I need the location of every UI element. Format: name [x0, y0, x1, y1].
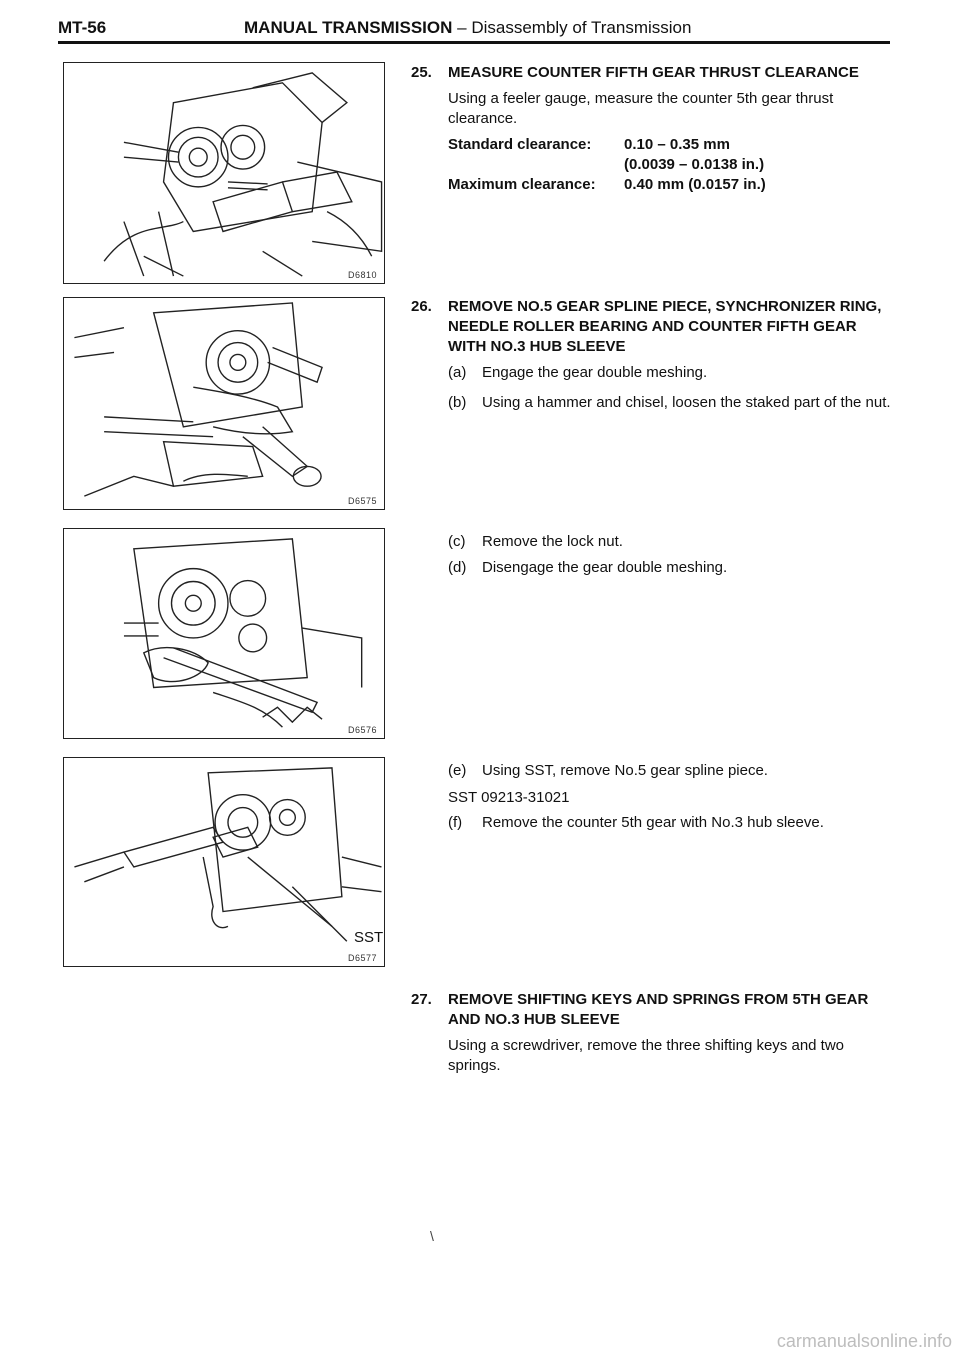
header-rule: [58, 41, 890, 44]
sst-number: SST 09213-31021: [448, 789, 570, 806]
figure-hammer-chisel: [63, 297, 385, 510]
substep-a: [448, 363, 898, 383]
step-heading: MEASURE COUNTER FIFTH GEAR THRUST CLEARANCE: [448, 64, 859, 81]
substep-tag: (c): [448, 533, 466, 550]
substep-tag: (a): [448, 364, 467, 381]
substep-tag: (e): [448, 762, 467, 779]
step-number: 25.: [411, 64, 432, 81]
spec-value: 0.10 – 0.35 mm: [624, 136, 730, 153]
figure-code: D6577: [347, 953, 377, 963]
step-number: 26.: [411, 298, 432, 315]
figure-code: D6576: [347, 725, 377, 735]
substep-e: [448, 761, 898, 781]
substep-text: Disengage the gear double meshing.: [482, 559, 728, 576]
step-heading: REMOVE NO.5 GEAR SPLINE PIECE, SYNCHRONIZER RING, NEEDLE ROLLER BEARING AND COUNTER FIFTH GEAR WITH NO.3 HUB SLEEVE: [448, 298, 882, 355]
spec-value: (0.0039 – 0.0138 in.): [624, 156, 765, 173]
spec-label: Standard clearance:: [448, 136, 592, 153]
substep-c: [448, 532, 898, 552]
lock-nut-illustration: [64, 529, 384, 738]
stray-mark: \: [430, 1228, 434, 1244]
substep-text: Remove the lock nut.: [482, 533, 623, 550]
standard-clearance-inches: [448, 155, 893, 175]
substep-d: [448, 558, 898, 578]
step-26: [411, 297, 893, 357]
step-25: [411, 63, 893, 195]
figure-feeler-gauge: [63, 62, 385, 284]
substep-text: Engage the gear double meshing.: [482, 364, 708, 381]
sst-callout: SST: [354, 929, 384, 946]
transmission-illustration: [64, 63, 384, 283]
spec-value: 0.40 mm (0.0157 in.): [624, 176, 766, 193]
section-title: MANUAL TRANSMISSION: [244, 18, 453, 37]
substep-text: Using SST, remove No.5 gear spline piece.: [482, 762, 768, 779]
sst-illustration: [64, 758, 384, 966]
figure-code: D6575: [347, 496, 377, 506]
figure-lock-nut: [63, 528, 385, 739]
hammer-chisel-illustration: [64, 298, 384, 509]
step-text: Using a screwdriver, remove the three shifting keys and two springs.: [448, 1037, 845, 1074]
step-27: [411, 990, 893, 1076]
step-heading: REMOVE SHIFTING KEYS AND SPRINGS FROM 5TH GEAR AND NO.3 HUB SLEEVE: [448, 991, 869, 1028]
step-number: 27.: [411, 991, 432, 1008]
maximum-clearance: [448, 175, 893, 195]
substep-text: Using a hammer and chisel, loosen the staked part of the nut.: [482, 394, 891, 411]
figure-sst: [63, 757, 385, 967]
substep-text: Remove the counter 5th gear with No.3 hub sleeve.: [482, 814, 824, 831]
substep-tag: (f): [448, 814, 463, 831]
substep-b: [448, 393, 898, 413]
section-subtitle: – Disassembly of Transmission: [452, 18, 692, 37]
spec-label: Maximum clearance:: [448, 176, 596, 193]
page-code: MT-56: [58, 18, 107, 37]
substep-tag: (b): [448, 394, 467, 411]
step-text: Using a feeler gauge, measure the counter 5th gear thrust clearance.: [448, 90, 834, 127]
substep-f: [448, 813, 898, 833]
standard-clearance: [448, 135, 893, 155]
watermark-footer: carmanualsonline.info: [776, 1331, 952, 1351]
figure-code: D6810: [347, 270, 377, 280]
page-title: [244, 18, 691, 38]
substep-tag: (d): [448, 559, 467, 576]
